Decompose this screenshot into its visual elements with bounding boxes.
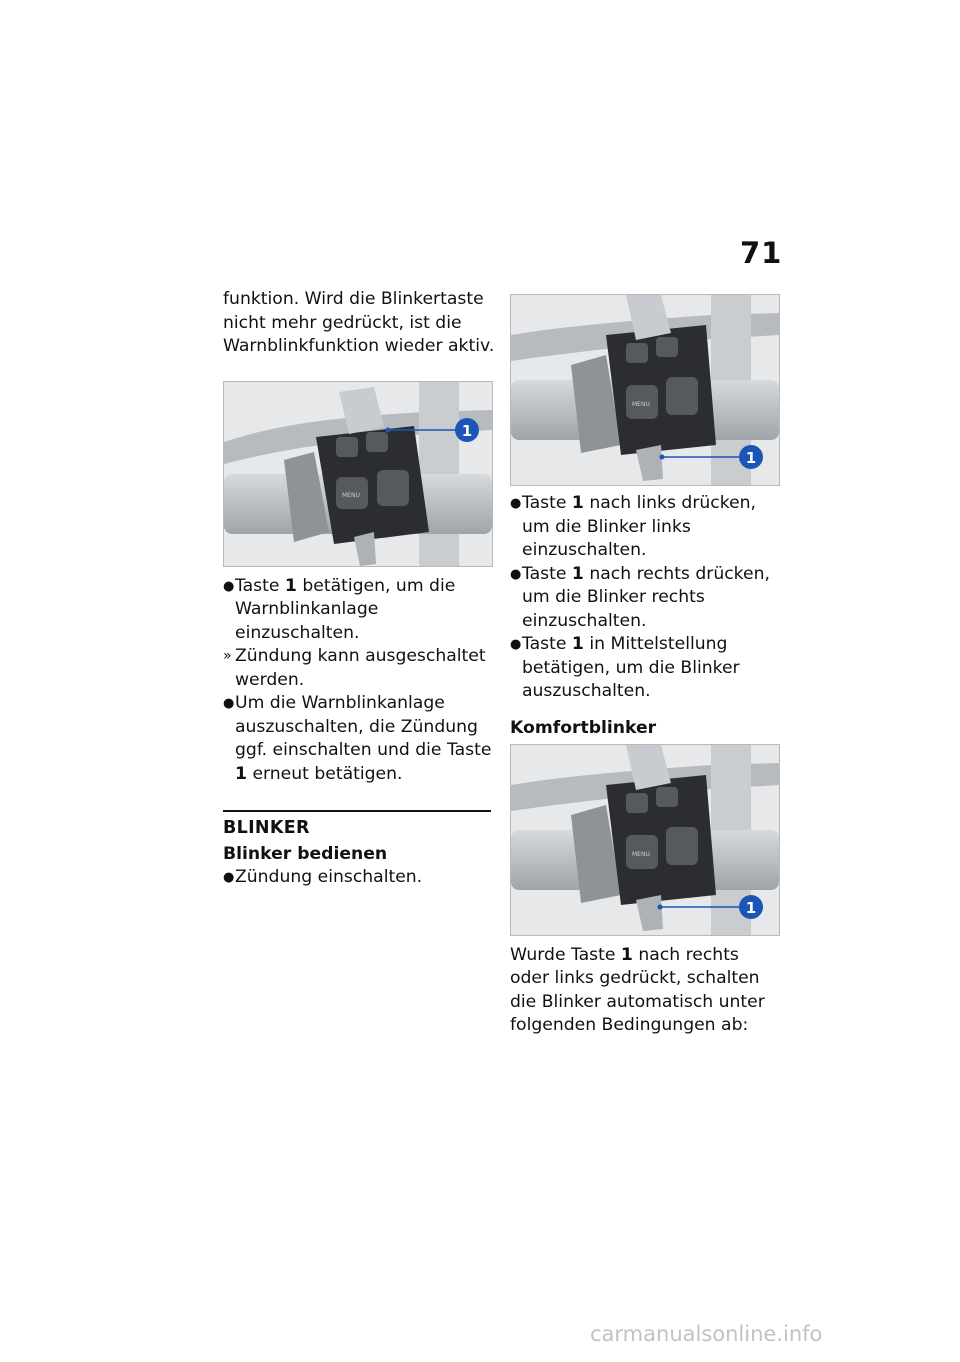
bullet-icon: ●	[223, 870, 235, 885]
section-heading: BLINKER	[223, 818, 310, 838]
comfort-paragraph: Wurde Taste 1 nach rechts oder links gedrückt, schalten die Blinker automatisch unter folgenden Bedingungen ab:	[510, 944, 765, 1035]
list-item: ● Taste 1 nach rechts drücken, um die Blinker rechts einzuschalten.	[510, 563, 770, 631]
list-item: ● Um die Warnblinkanlage auszuschalten, die Zündung ggf. einschalten und die Taste 1 erneut betätigen.	[223, 693, 492, 784]
list-item-result: » Zündung kann ausgeschaltet werden.	[223, 646, 486, 690]
list-item: ● Taste 1 nach links drücken, um die Blinker links einzuschalten.	[510, 493, 756, 560]
bullet-icon: ●	[510, 637, 522, 652]
watermark: carmanualsonline.info	[590, 1322, 823, 1346]
callout-number: 1	[461, 421, 473, 440]
handlebar-switch-figure-comfort	[510, 744, 780, 936]
list-item: ● Taste 1 betätigen, um die Warnblinkanlage einzuschalten.	[223, 575, 456, 643]
subheading: Blinker bedienen	[223, 844, 388, 864]
handlebar-switch-figure-hazard	[223, 381, 493, 567]
menu-button-label: MENU	[632, 850, 650, 858]
bullet-icon: ●	[510, 496, 522, 511]
handlebar-switch-illustration	[224, 382, 492, 566]
callout-number: 1	[745, 449, 757, 467]
hazard-steps-list	[223, 575, 495, 787]
callout-number: 1	[745, 898, 757, 917]
bullet-icon: ●	[223, 696, 235, 711]
handlebar-switch-illustration	[511, 295, 779, 485]
subheading: Komfortblinker	[510, 717, 657, 738]
page-number: 71	[740, 236, 783, 270]
bullet-icon: ●	[510, 566, 522, 582]
blinker-steps-list	[223, 866, 495, 890]
section-divider	[223, 810, 491, 812]
handlebar-switch-illustration	[511, 745, 779, 935]
intro-paragraph: funktion. Wird die Blinkertaste nicht mehr gedrückt, ist die Warnblinkfunktion wieder aktiv.	[223, 289, 495, 356]
turn-signal-steps-list	[510, 492, 782, 704]
result-arrow-icon: »	[223, 648, 232, 664]
right-column	[510, 288, 782, 1038]
menu-button-label: MENU	[632, 401, 650, 408]
list-item: ● Zündung einschalten.	[223, 866, 495, 890]
list-item: ● Taste 1 in Mittelstellung betätigen, um die Blinker auszuschalten.	[510, 634, 740, 701]
menu-button-label: MENU	[342, 491, 360, 499]
left-column	[223, 288, 495, 890]
bullet-icon: ●	[223, 578, 235, 594]
handlebar-switch-figure-turn	[510, 294, 780, 486]
